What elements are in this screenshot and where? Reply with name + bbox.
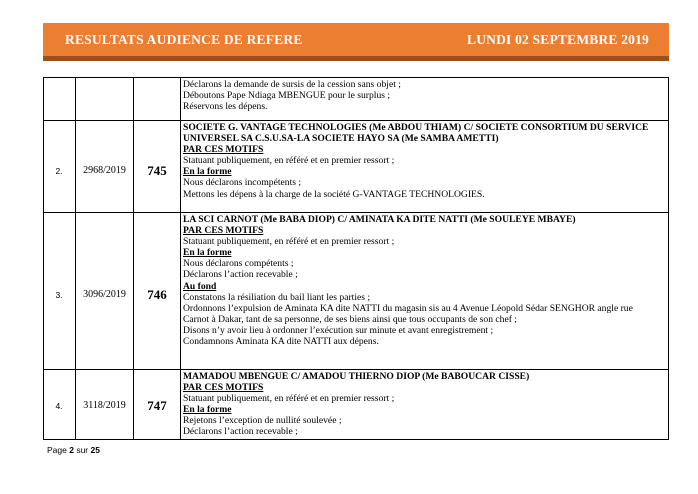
page-title: RESULTATS AUDIENCE DE REFERE xyxy=(65,32,303,47)
table-row xyxy=(43,120,669,212)
decision-text xyxy=(183,122,665,200)
decision-line: Déclarons l’action recevable ; xyxy=(183,426,298,438)
section-heading: PAR CES MOTIFS xyxy=(183,144,264,156)
section-heading: Au fond xyxy=(183,280,217,292)
decision-line: Déclarons la demande de sursis de la cession sans objet ; xyxy=(183,79,401,90)
decision-line: Nous déclarons incompétents ; xyxy=(183,177,302,189)
decision-line: Disons n’y avoir lieu à ordonner l’exécution sur minute et avant enregistrement ; xyxy=(183,324,494,336)
decision-number: 745 xyxy=(147,163,167,178)
section-heading: En la forme xyxy=(183,166,232,178)
parties-line: LA SCI CARNOT (Me BABA DIOP) C/ AMINATA KA DITE NATTI (Me SOULEYE MBAYE) xyxy=(183,214,576,225)
decision-line: Déboutons Pape Ndiaga MBENGUE pour le surplus ; xyxy=(183,90,391,102)
case-reference: 3096/2019 xyxy=(83,289,126,300)
decision-number: 747 xyxy=(147,398,167,413)
total-pages: 25 xyxy=(90,445,100,455)
row-number: 2. xyxy=(55,166,63,176)
decision-line: Carnot à Dakar, tant de sa personne, de ses biens ainsi que tous occupants de son chef ; xyxy=(183,313,517,325)
section-heading: PAR CES MOTIFS xyxy=(183,225,264,237)
case-reference: 2968/2019 xyxy=(83,165,126,176)
decision-text xyxy=(183,214,665,347)
table-row xyxy=(43,369,669,440)
footer-prefix: Page xyxy=(47,445,70,455)
page-footer xyxy=(47,445,100,455)
table-row xyxy=(43,212,669,369)
row-number: 4. xyxy=(55,401,63,411)
footer-mid: sur xyxy=(73,445,91,455)
decision-line: Condamnons Aminata KA dite NATTI aux dépens. xyxy=(183,336,379,348)
section-heading: En la forme xyxy=(183,247,232,259)
decision-text xyxy=(183,79,665,112)
decision-text xyxy=(183,371,665,438)
decision-line: Statuant publiquement, en référé et en premier ressort ; xyxy=(183,393,395,405)
current-page: 2 xyxy=(69,445,74,455)
section-heading: PAR CES MOTIFS xyxy=(183,382,264,394)
decision-line: Constatons la résiliation du bail liant les parties ; xyxy=(183,291,371,303)
decision-line: Statuant publiquement, en référé et en premier ressort ; xyxy=(183,236,395,248)
table-row xyxy=(43,77,669,120)
section-heading: En la forme xyxy=(183,404,232,416)
decision-line: Mettons les dépens à la charge de la société G-VANTAGE TECHNOLOGIES. xyxy=(183,188,485,200)
hearing-date: LUNDI 02 SEPTEMBRE 2019 xyxy=(467,32,649,47)
decision-line: Statuant publiquement, en référé et en premier ressort ; xyxy=(183,155,395,167)
case-reference: 3118/2019 xyxy=(83,400,126,411)
decision-number: 746 xyxy=(147,287,167,302)
decision-line: Rejetons l’exception de nullité soulevée ; xyxy=(183,415,342,427)
decision-line: Nous déclarons compétents ; xyxy=(183,258,294,270)
parties-line: UNIVERSEL SA C.S.U.SA-LA SOCIETE HAYO SA (Me SAMBA AMETTI) xyxy=(183,133,499,145)
parties-line: MAMADOU MBENGUE C/ AMADOU THIERNO DIOP (Me BABOUCAR CISSE) xyxy=(183,371,530,382)
parties-line: SOCIETE G. VANTAGE TECHNOLOGIES (Me ABDOU THIAM) C/ SOCIETE CONSORTIUM DU SERVICE xyxy=(183,122,649,133)
row-number: 3. xyxy=(55,290,63,300)
decision-line: Déclarons l’action recevable ; xyxy=(183,269,298,281)
decision-line: Réservons les dépens. xyxy=(183,101,268,113)
decision-line: Ordonnons l’expulsion de Aminata KA dite NATTI du magasin sis au 4 Avenue Léopold Sédar SENGHOR angle rue xyxy=(183,302,633,314)
header-banner xyxy=(43,23,669,61)
